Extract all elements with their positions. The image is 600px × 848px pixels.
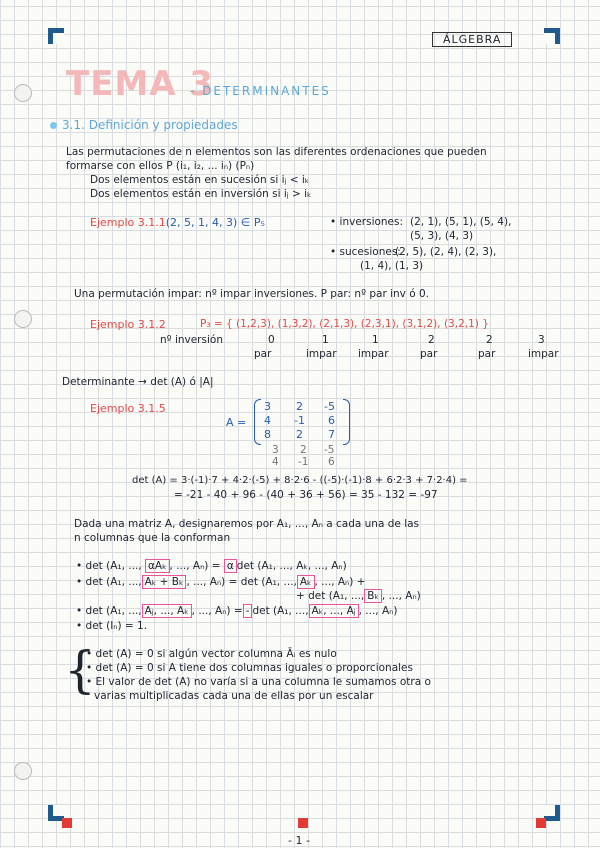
example-1-inversions-2: (5, 3), (4, 3) <box>410 230 474 242</box>
highlight-box: Aⱼ, ..., Aₖ <box>142 604 192 618</box>
highlight-box: α <box>224 559 237 573</box>
binder-hole-bottom <box>14 762 32 780</box>
brace-item-4: varias multiplicadas cada una de ellas por un escalar <box>94 690 374 702</box>
matrix-cell: 6 <box>328 414 335 427</box>
property-4: • det (Iₙ) = 1. <box>76 620 148 632</box>
brace-item-1: • det (A) = 0 si algún vector columna Āᵢ es nulo <box>86 648 337 660</box>
determinant-calc-2: = -21 - 40 + 96 - (40 + 36 + 56) = 35 - 132 = -97 <box>174 489 438 501</box>
intro-line-2: formarse con ellos P (i₁, i₂, ... iₙ) (Pₙ) <box>66 160 255 172</box>
matrix-a-extension <box>254 444 350 470</box>
highlight-box: Aₖ <box>297 575 315 589</box>
example-2-label: Ejemplo 3.1.2 <box>90 318 166 331</box>
matrix-cell: -1 <box>294 414 305 427</box>
page-subtitle: - DETERMINANTES <box>190 84 331 98</box>
property-2-continued: + det (A₁, ..., Bₖ , ..., Aₙ) <box>296 590 421 602</box>
brace-item-3: • El valor de det (A) no varía si a una columna le sumamos otra o <box>86 676 431 688</box>
highlight-box: Aₖ, ..., Aⱼ <box>309 604 359 618</box>
subject-label: ÁLGEBRA <box>432 32 512 47</box>
intro-line-1: Las permutaciones de n elementos son las diferentes ordenaciones que pueden <box>66 146 487 158</box>
matrix-extra-cell: 3 <box>272 444 279 456</box>
example-3-label: Ejemplo 3.1.5 <box>90 402 166 415</box>
highlight-box: αAₖ <box>145 559 170 573</box>
highlight-box: Bₖ <box>364 589 382 603</box>
example-2-count-3: 1 <box>372 334 379 346</box>
highlight-box: Aₖ + Bₖ <box>142 575 187 589</box>
matrix-cell: 3 <box>264 400 271 413</box>
binder-hole-top <box>14 84 32 102</box>
example-1-successions-label: • sucesiones: <box>330 246 401 258</box>
example-2-set: P₃ = { (1,2,3), (1,3,2), (2,1,3), (2,3,1), (3,1,2), (3,2,1) } <box>200 318 489 330</box>
example-2-count-6: 3 <box>538 334 545 346</box>
brace-item-2: • det (A) = 0 si A tiene dos columnas iguales o proporcionales <box>86 662 413 674</box>
intro-line-4: Dos elementos están en inversión si iⱼ > iₖ <box>90 188 312 200</box>
matrix-cell: 8 <box>264 428 271 441</box>
example-2-inversion-label: nº inversión <box>160 334 223 346</box>
determinant-definition: Determinante → det (A) ó |A| <box>62 376 214 388</box>
example-1-successions-1: (2, 5), (2, 4), (2, 3), <box>395 246 497 258</box>
matrix-cell: 4 <box>264 414 271 427</box>
parity-definition: Una permutación impar: nº impar inversiones. P par: nº par inv ó 0. <box>74 288 430 300</box>
matrix-columns-text-1: Dada una matriz A, designaremos por A₁, ..., Aₙ a cada una de las <box>74 518 420 530</box>
property-1: • det (A₁, ..., αAₖ , ..., Aₙ) = α det (A₁, ..., Aₖ, ..., Aₙ) <box>76 560 347 572</box>
section-label: 3.1. Definición y propiedades <box>62 118 238 132</box>
matrix-cell: -5 <box>324 400 335 413</box>
corner-mark-bottom-right <box>544 805 560 821</box>
matrix-cell: 2 <box>296 400 303 413</box>
example-2-parity-6: impar <box>528 348 559 360</box>
matrix-extra-cell: 6 <box>328 456 335 468</box>
example-2-parity-5: par <box>478 348 496 360</box>
matrix-right-bracket <box>343 399 350 445</box>
intro-line-3: Dos elementos están en sucesión si iⱼ < iₖ <box>90 174 310 186</box>
matrix-cell: 7 <box>328 428 335 441</box>
example-1-perm: (2, 5, 1, 4, 3) ∈ P₅ <box>165 216 265 229</box>
section-heading <box>50 118 238 132</box>
matrix-extra-cell: -5 <box>324 444 335 456</box>
matrix-cell: 2 <box>296 428 303 441</box>
example-2-parity-1: par <box>254 348 272 360</box>
corner-mark-top-right <box>544 28 560 44</box>
property-3: • det (A₁, ..., Aⱼ, ..., Aₖ , ..., Aₙ) = - det (A₁, ..., Aₖ, ..., Aⱼ , ..., Aₙ) <box>76 605 398 617</box>
bullet-dot-icon <box>50 122 57 129</box>
red-marker-left <box>62 818 72 828</box>
matrix-extra-cell: 2 <box>300 444 307 456</box>
corner-mark-top-left <box>48 28 64 44</box>
example-2-count-4: 2 <box>428 334 435 346</box>
red-marker-center <box>298 818 308 828</box>
matrix-extra-cell: 4 <box>272 456 279 468</box>
page-number: - 1 - <box>288 834 310 847</box>
matrix-columns-text-2: n columnas que la conforman <box>74 532 231 544</box>
example-2-count-5: 2 <box>486 334 493 346</box>
matrix-left-bracket <box>254 399 261 445</box>
matrix-a <box>254 399 350 443</box>
binder-hole-middle <box>14 310 32 328</box>
property-2: • det (A₁, ..., Aₖ + Bₖ , ..., Aₙ) = det (A₁, ..., Aₖ , ..., Aₙ) + <box>76 576 366 588</box>
example-2-parity-3: impar <box>358 348 389 360</box>
page-title: TEMA 3 <box>66 64 215 104</box>
matrix-a-label: A = <box>226 416 247 429</box>
example-2-parity-4: par <box>420 348 438 360</box>
determinant-calc-1: det (A) = 3·(-1)·7 + 4·2·(-5) + 8·2·6 - ((-5)·(-1)·8 + 6·2·3 + 7·2·4) = <box>132 475 468 486</box>
example-2-count-1: 0 <box>268 334 275 346</box>
example-1-inversions-label: • inversiones: <box>330 216 404 228</box>
red-marker-right <box>536 818 546 828</box>
left-brace: { <box>64 641 96 699</box>
example-2-parity-2: impar <box>306 348 337 360</box>
matrix-extra-cell: -1 <box>298 456 309 468</box>
example-2-count-2: 1 <box>322 334 329 346</box>
example-1-inversions-1: (2, 1), (5, 1), (5, 4), <box>410 216 512 228</box>
highlight-box: - <box>243 604 253 618</box>
example-1-successions-2: (1, 4), (1, 3) <box>360 260 424 272</box>
example-1-label: Ejemplo 3.1.1(2, 5, 1, 4, 3) ∈ P₅ <box>90 216 265 229</box>
